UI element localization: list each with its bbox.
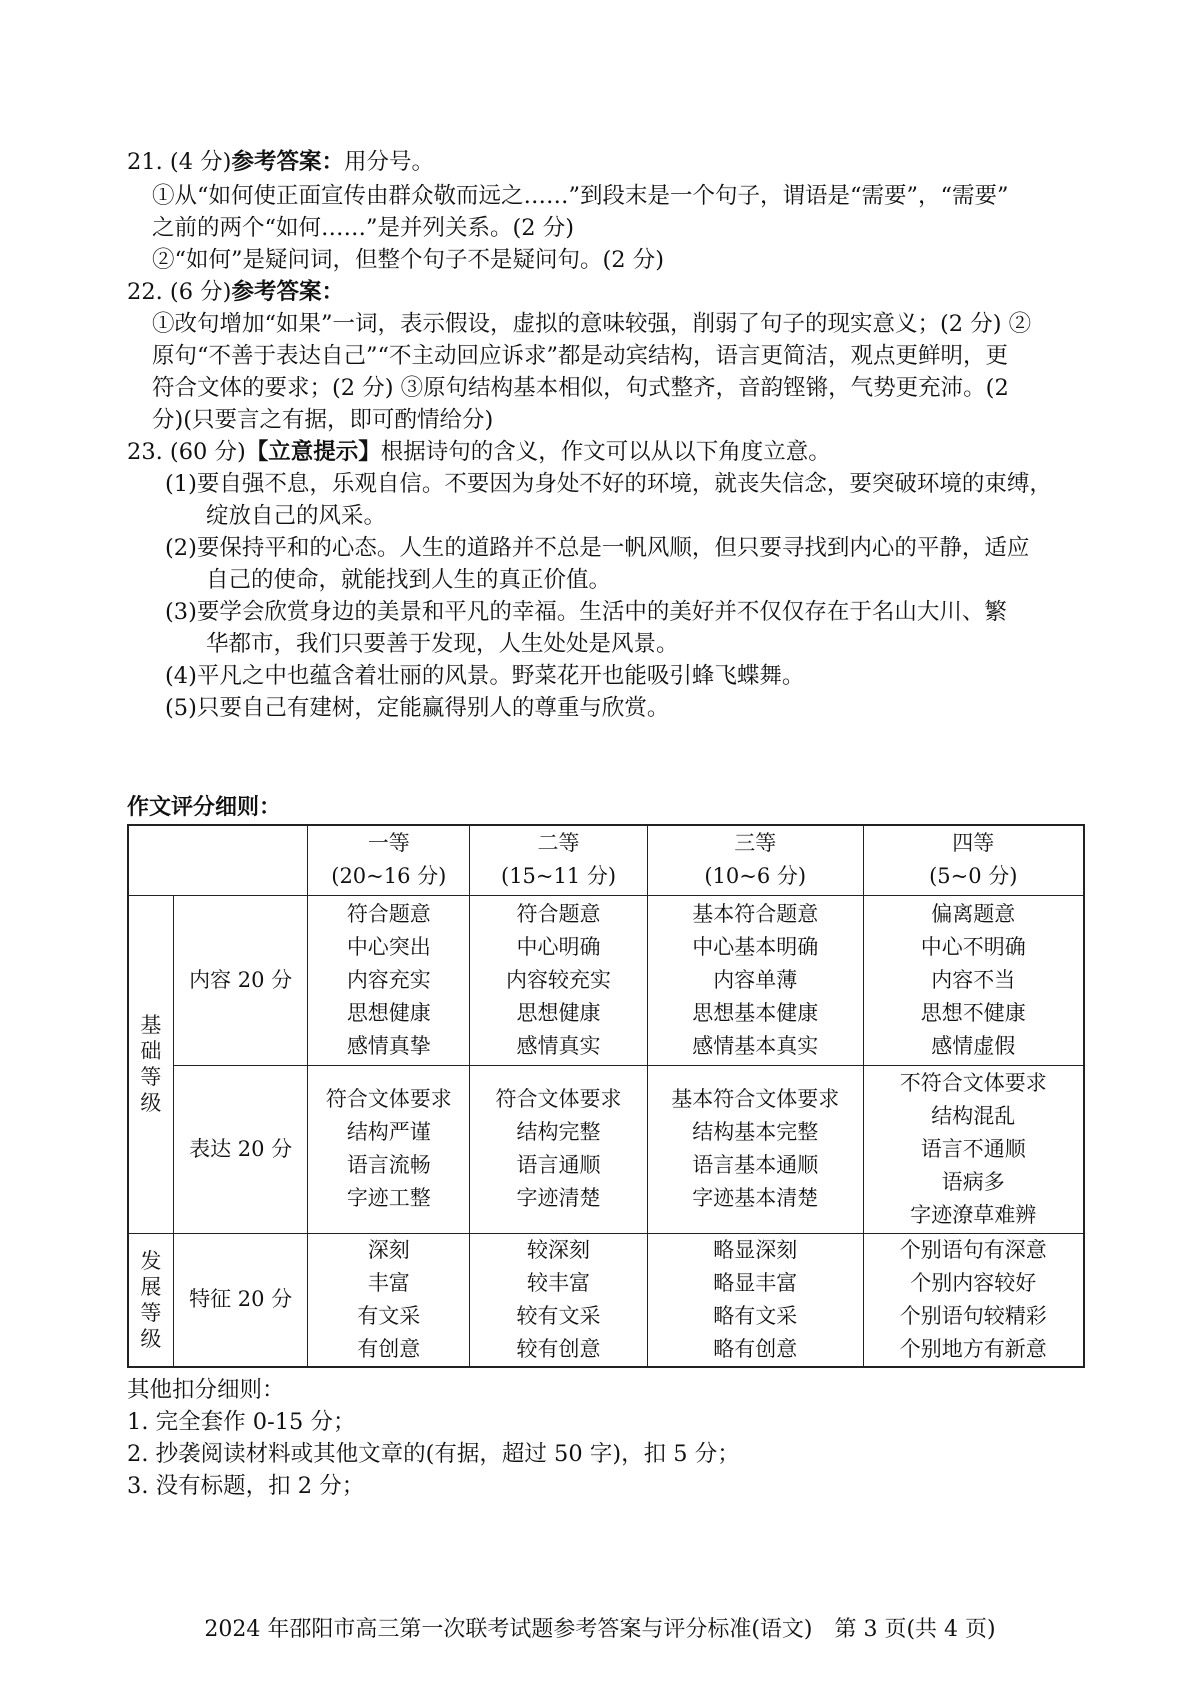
grade-header-4: 四等 (5~0 分) xyxy=(863,825,1084,895)
grading-table xyxy=(127,824,1085,1368)
q23-point-5: (5)只要自己有建树，定能赢得别人的尊重与欣赏。 xyxy=(165,695,670,721)
content-grade-4: 偏离题意 中心不明确 内容不当 思想不健康 感情虚假 xyxy=(863,895,1084,1065)
grade-header-row xyxy=(128,825,1084,895)
q23-point-2-line-1: (2)要保持平和的心态。人生的道路并不总是一帆风顺，但只要寻找到内心的平静，适应 xyxy=(165,535,1030,561)
page-footer: 2024 年邵阳市高三第一次联考试题参考答案与评分标准(语文) 第 3 页(共 4 页) xyxy=(204,1617,996,1642)
features-grade-2: 较深刻 较丰富 较有文采 较有创意 xyxy=(470,1233,648,1367)
deduction-item-2: 2. 抄袭阅读材料或其他文章的(有据，超过 50 字)，扣 5 分； xyxy=(127,1441,740,1467)
expression-grade-3: 基本符合文体要求 结构基本完整 语言基本通顺 字迹基本清楚 xyxy=(647,1065,863,1233)
q21-line-1: ①从“如何使正面宣传由群众敬而远之……”到段末是一个句子，谓语是“需要”，“需要” xyxy=(152,183,1009,209)
header-corner-cell xyxy=(128,825,308,895)
q23-heading: 23. (60 分)【立意提示】根据诗句的含义，作文可以从以下角度立意。 xyxy=(127,439,831,465)
q21-line-2: 之前的两个“如何……”是并列关系。(2 分) xyxy=(152,215,575,241)
q23-point-4: (4)平凡之中也蕴含着壮丽的风景。野菜花开也能吸引蜂飞蝶舞。 xyxy=(165,663,805,689)
q22-line-1: ①改句增加“如果”一词，表示假设，虚拟的意味较强，削弱了句子的现实意义；(2 分) ② xyxy=(152,311,1032,337)
q23-point-2-line-2: 自己的使命，就能找到人生的真正价值。 xyxy=(206,567,612,593)
content-label: 内容 20 分 xyxy=(173,895,308,1065)
q21-heading: 21. (4 分)参考答案：用分号。 xyxy=(127,149,434,175)
group-dev-label: 发展等级 xyxy=(140,1248,162,1351)
expression-label: 表达 20 分 xyxy=(173,1065,308,1233)
q21-line-3: ②“如何”是疑问词，但整个句子不是疑问句。(2 分) xyxy=(152,247,665,273)
deduction-item-3: 3. 没有标题，扣 2 分； xyxy=(127,1473,365,1499)
q22-line-4: 分)(只要言之有据，即可酌情给分) xyxy=(152,407,494,433)
grade-header-2: 二等 (15~11 分) xyxy=(470,825,648,895)
deduction-item-1: 1. 完全套作 0-15 分； xyxy=(127,1409,356,1435)
features-grade-1: 深刻 丰富 有文采 有创意 xyxy=(308,1233,470,1367)
group-basic-label: 基础等级 xyxy=(140,1013,162,1115)
expression-row xyxy=(128,1065,1084,1233)
q23-point-3-line-2: 华都市，我们只要善于发现，人生处处是风景。 xyxy=(206,631,679,657)
q23-point-3-line-1: (3)要学会欣赏身边的美景和平凡的幸福。生活中的美好并不仅仅存在于名山大川、繁 xyxy=(165,599,1007,625)
q22-line-3: 符合文体的要求；(2 分) ③原句结构基本相似，句式整齐，音韵铿锵，气势更充沛。(2 xyxy=(152,375,1009,401)
content-row xyxy=(128,895,1084,1065)
features-label: 特征 20 分 xyxy=(173,1233,308,1367)
deductions-title: 其他扣分细则： xyxy=(127,1377,285,1403)
grade-header-3: 三等 (10~6 分) xyxy=(647,825,863,895)
features-grade-3: 略显深刻 略显丰富 略有文采 略有创意 xyxy=(647,1233,863,1367)
content-grade-3: 基本符合题意 中心基本明确 内容单薄 思想基本健康 感情基本真实 xyxy=(647,895,863,1065)
features-row xyxy=(128,1233,1084,1367)
group-dev-cell xyxy=(128,1233,173,1367)
features-grade-4: 个别语句有深意 个别内容较好 个别语句较精彩 个别地方有新意 xyxy=(863,1233,1084,1367)
content-grade-1: 符合题意 中心突出 内容充实 思想健康 感情真挚 xyxy=(308,895,470,1065)
q22-heading: 22. (6 分)参考答案： xyxy=(127,279,344,305)
q22-line-2: 原句“不善于表达自己”“不主动回应诉求”都是动宾结构，语言更简洁，观点更鲜明，更 xyxy=(152,343,1009,369)
content-grade-2: 符合题意 中心明确 内容较充实 思想健康 感情真实 xyxy=(470,895,648,1065)
expression-grade-2: 符合文体要求 结构完整 语言通顺 字迹清楚 xyxy=(470,1065,648,1233)
expression-grade-4: 不符合文体要求 结构混乱 语言不通顺 语病多 字迹潦草难辨 xyxy=(863,1065,1084,1233)
expression-grade-1: 符合文体要求 结构严谨 语言流畅 字迹工整 xyxy=(308,1065,470,1233)
q23-point-1-line-2: 绽放自己的风采。 xyxy=(206,503,387,529)
rubric-title: 作文评分细则： xyxy=(127,795,282,820)
grade-header-1: 一等 (20~16 分) xyxy=(308,825,470,895)
q23-point-1-line-1: (1)要自强不息，乐观自信。不要因为身处不好的环境，就丧失信念，要突破环境的束缚， xyxy=(165,471,1052,497)
group-basic-cell xyxy=(128,895,173,1233)
